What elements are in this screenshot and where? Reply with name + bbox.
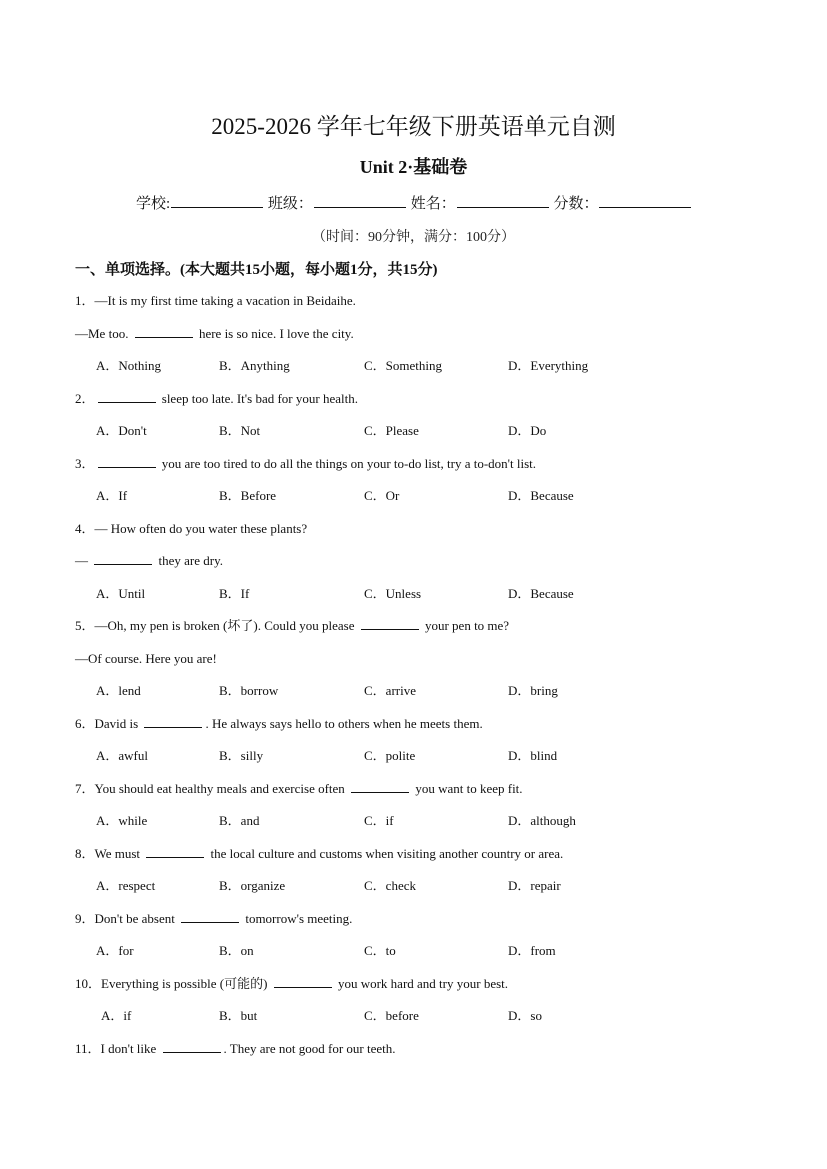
option-c[interactable]: C．Unless (364, 585, 422, 601)
question-7 (75, 779, 795, 844)
question-1 (75, 291, 795, 389)
answer-blank[interactable] (98, 455, 156, 468)
option-a[interactable]: A．awful (96, 748, 148, 763)
options-row (75, 746, 795, 779)
stem-text: 10．Everything is possible (可能的) (75, 975, 271, 991)
name-blank[interactable] (457, 193, 549, 208)
question-stem-line (75, 616, 795, 649)
option-a[interactable]: A．Until (96, 585, 146, 601)
answer-blank[interactable] (163, 1040, 221, 1053)
option-d[interactable]: D．Because (508, 585, 574, 601)
options-row (75, 356, 795, 389)
option-b[interactable]: B．If (219, 585, 250, 601)
question-6 (75, 714, 795, 779)
question-stem-line (75, 324, 795, 357)
stem-text: —Me too. (75, 325, 132, 341)
options-row (75, 811, 795, 844)
question-9 (75, 909, 795, 974)
option-b[interactable]: B．silly (219, 748, 264, 763)
stem-text: tomorrow's meeting. (242, 910, 353, 926)
answer-blank[interactable] (98, 390, 156, 403)
stem-text: 7．You should eat healthy meals and exercise often (75, 780, 349, 796)
score-label: 分数： (553, 196, 599, 212)
stem-text: 2． (75, 390, 95, 406)
stem-text: 8．We must (75, 845, 144, 861)
stem-text: here is so nice. I love the city. (195, 325, 354, 341)
answer-blank[interactable] (351, 780, 409, 793)
stem-text: your pen to me? (421, 618, 510, 633)
question-stem-line (75, 551, 795, 584)
class-label: 班级： (267, 196, 313, 212)
option-d[interactable]: D．although (508, 813, 576, 828)
exam-title: 2025-2026 学年七年级下册英语单元自测 (211, 114, 616, 139)
option-d[interactable]: D．repair (508, 878, 561, 893)
option-d[interactable]: D．bring (508, 683, 558, 698)
option-c[interactable]: C．Please (364, 423, 419, 438)
school-blank[interactable] (171, 193, 263, 208)
option-c[interactable]: C．Or (364, 488, 400, 503)
stem-text: . He always says hello to others when he meets them. (205, 715, 483, 731)
answer-blank[interactable] (274, 975, 332, 988)
question-stem-line (75, 519, 795, 552)
option-d[interactable]: D．Everything (508, 358, 589, 373)
student-info-row (136, 192, 692, 213)
stem-text: sleep too late. It's bad for your health. (158, 390, 358, 406)
score-blank[interactable] (599, 193, 691, 208)
school-label: 学校: (136, 196, 171, 212)
option-b[interactable]: B．but (219, 1008, 258, 1023)
stem-text: 11．I don't like (75, 1040, 160, 1056)
option-d[interactable]: D．so (508, 1008, 542, 1023)
option-b[interactable]: B．borrow (219, 683, 279, 698)
answer-blank[interactable] (146, 845, 204, 858)
question-stem-line (75, 649, 795, 682)
question-stem-line (75, 389, 795, 422)
stem-text: they are dry. (155, 553, 223, 568)
question-5 (75, 616, 795, 714)
question-10 (75, 974, 795, 1039)
option-d[interactable]: D．blind (508, 748, 558, 763)
option-a[interactable]: A．lend (96, 683, 141, 698)
options-row (75, 876, 795, 909)
options-row (75, 681, 795, 714)
option-a[interactable]: A．for (96, 943, 134, 958)
option-b[interactable]: B．and (219, 813, 260, 828)
question-stem-line (75, 291, 795, 324)
option-c[interactable]: C．polite (364, 748, 416, 763)
stem-text: 1．—It is my first time taking a vacation in Beidaihe. (75, 293, 356, 308)
question-stem-line (75, 454, 795, 487)
question-stem-line (75, 909, 795, 942)
option-c[interactable]: C．if (364, 813, 394, 828)
exam-subtitle: Unit 2·基础卷 (359, 157, 468, 177)
question-11 (75, 1039, 795, 1072)
options-row (75, 486, 795, 519)
stem-text: 3． (75, 455, 95, 471)
option-c[interactable]: C．arrive (364, 683, 416, 698)
options-row (75, 584, 795, 617)
class-blank[interactable] (314, 193, 406, 208)
option-a[interactable]: A．Nothing (96, 358, 162, 373)
option-b[interactable]: B．on (219, 943, 254, 958)
stem-text: — (75, 553, 92, 568)
stem-text: 5．—Oh, my pen is broken (坏了). Could you please (75, 618, 358, 633)
question-stem-line (75, 779, 795, 812)
stem-text: you want to keep fit. (412, 780, 523, 796)
stem-text: you are too tired to do all the things on your to-do list, try a to-don't list. (158, 455, 537, 471)
option-c[interactable]: C．to (364, 943, 396, 958)
option-b[interactable]: B．Before (219, 488, 277, 503)
question-stem-line (75, 974, 795, 1007)
section-title: 一、单项选择。(本大题共15小题，每小题1分，共15分) (75, 262, 438, 278)
option-b[interactable]: B．Not (219, 423, 261, 438)
question-4 (75, 519, 795, 617)
answer-blank[interactable] (94, 552, 152, 565)
question-3 (75, 454, 795, 519)
answer-blank[interactable] (181, 910, 239, 923)
option-a[interactable]: A．while (96, 813, 148, 828)
name-label: 姓名： (410, 196, 456, 212)
option-a[interactable]: A．If (96, 488, 128, 503)
answer-blank[interactable] (135, 325, 193, 338)
option-a[interactable]: A．Don't (96, 423, 147, 438)
options-row (75, 421, 795, 454)
stem-text: . They are not good for our teeth. (223, 1040, 396, 1056)
stem-text: you work hard and try your best. (334, 975, 509, 991)
option-c[interactable]: C．check (364, 878, 416, 893)
time-note: （时间：90分钟，满分：100分） (312, 230, 515, 245)
stem-text: 4．— How often do you water these plants? (75, 520, 308, 536)
question-2 (75, 389, 795, 454)
stem-text: 9．Don't be absent (75, 910, 179, 926)
question-stem-line (75, 1039, 795, 1072)
option-d[interactable]: D．Do (508, 423, 547, 438)
option-a[interactable]: A．if (101, 1008, 132, 1023)
option-b[interactable]: B．Anything (219, 358, 290, 373)
option-d[interactable]: D．from (508, 943, 556, 958)
stem-text: —Of course. Here you are! (75, 650, 217, 666)
option-c[interactable]: C．Something (364, 358, 443, 373)
options-row (75, 1006, 795, 1039)
question-stem-line (75, 844, 795, 877)
question-8 (75, 844, 795, 909)
stem-text: 6．David is (75, 715, 142, 731)
question-stem-line (75, 714, 795, 747)
question-list (75, 291, 795, 1071)
option-a[interactable]: A．respect (96, 878, 156, 893)
option-b[interactable]: B．organize (219, 878, 286, 893)
options-row (75, 941, 795, 974)
answer-blank[interactable] (144, 715, 202, 728)
stem-text: the local culture and customs when visiting another country or area. (207, 845, 564, 861)
option-d[interactable]: D．Because (508, 488, 574, 503)
option-c[interactable]: C．before (364, 1008, 419, 1023)
answer-blank[interactable] (361, 617, 419, 630)
